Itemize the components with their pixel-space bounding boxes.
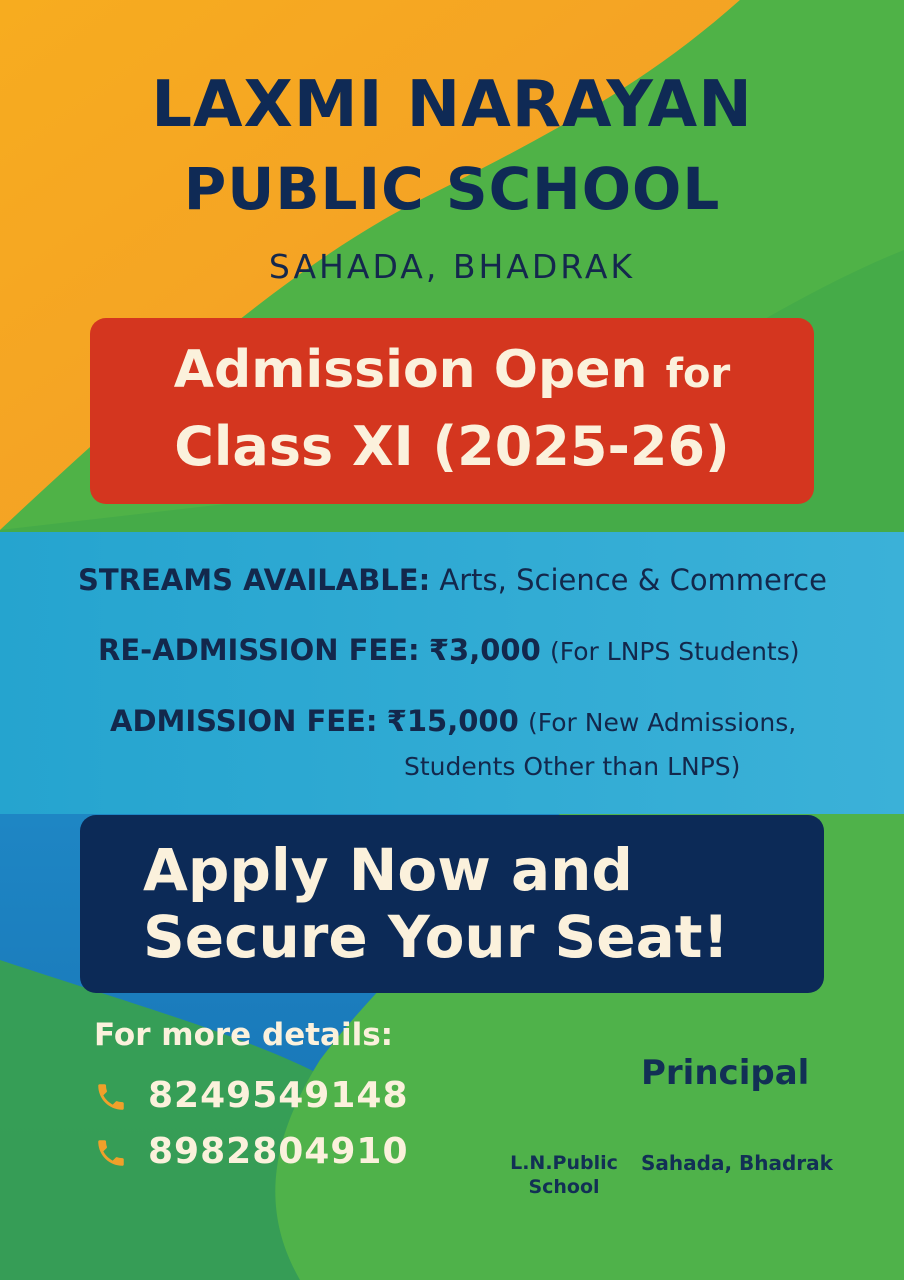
admission-fee-label: ADMISSION FEE:: [110, 704, 378, 738]
phone-number-1[interactable]: 8249549148: [148, 1075, 409, 1116]
phone-icon: [94, 1080, 128, 1114]
signature-school-name: [508, 1151, 620, 1199]
contact-heading: For more details:: [94, 1017, 394, 1053]
cta-line1: Apply Now and: [143, 836, 633, 904]
streams-row: [78, 563, 827, 597]
streams-label: STREAMS AVAILABLE:: [78, 563, 431, 597]
readmission-fee-row: [98, 633, 800, 667]
admission-fee-amount: ₹15,000: [386, 704, 519, 738]
admission-fee-row: [110, 704, 796, 738]
phone-icon: [94, 1136, 128, 1170]
readmission-fee-label: RE-ADMISSION FEE:: [98, 633, 420, 667]
admission-fee-note-line2: Students Other than LNPS): [404, 752, 741, 781]
cta-line2: Secure Your Seat!: [143, 903, 729, 971]
readmission-fee-amount: ₹3,000: [428, 633, 541, 667]
signature-school-line2: School: [528, 1176, 600, 1198]
school-name-line1: LAXMI NARAYAN: [151, 68, 753, 142]
admission-fee-note-line1: (For New Admissions,: [528, 708, 797, 737]
admission-banner-line2: Class XI (2025-26): [174, 415, 730, 478]
signature-place: Sahada, Bhadrak: [641, 1151, 833, 1175]
signature-school-line1: L.N.Public: [510, 1152, 618, 1174]
admission-for-text: for: [665, 351, 731, 397]
streams-value: Arts, Science & Commerce: [439, 563, 827, 597]
principal-title: Principal: [641, 1053, 810, 1093]
school-name-line2: PUBLIC SCHOOL: [183, 155, 721, 223]
admission-open-text: Admission Open: [173, 340, 648, 400]
phone-number-2[interactable]: 8982804910: [148, 1131, 409, 1172]
admission-banner-line1: [0, 340, 904, 400]
school-location: SAHADA, BHADRAK: [268, 247, 636, 286]
readmission-fee-note: (For LNPS Students): [550, 637, 800, 666]
